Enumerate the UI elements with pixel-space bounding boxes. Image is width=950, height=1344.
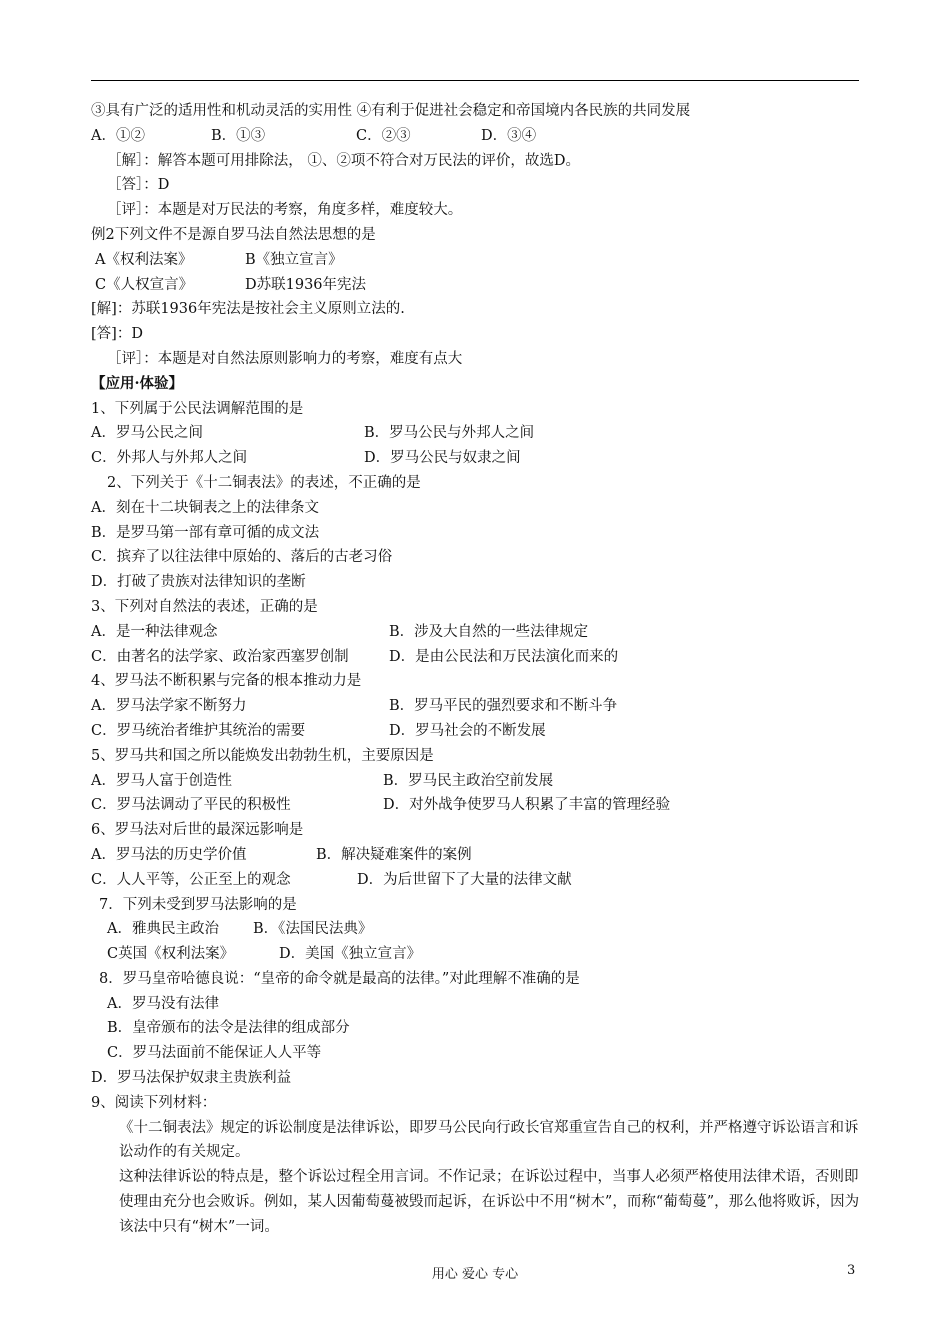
- option-row: [91, 942, 866, 967]
- option-b: B．①③: [211, 127, 266, 144]
- page-content: [91, 99, 866, 1240]
- option-b: B．罗马民主政治空前发展: [383, 772, 554, 789]
- option-c: C．罗马统治者维护其统治的需要: [91, 722, 306, 739]
- option-b: B．是罗马第一部有章可循的成文法: [91, 524, 320, 541]
- footer-motto: 用心 爱心 专心: [431, 1267, 519, 1282]
- comment: ［评］：本题是对万民法的考察，角度多样，难度较大。: [107, 202, 463, 219]
- option-d: D苏联1936年宪法: [245, 276, 367, 293]
- option-line-34: ③具有广泛的适用性和机动灵活的实用性 ④有利于促进社会稳定和帝国境内各民族的共同发展: [91, 103, 691, 119]
- question-4: 4、罗马法不断积累与完备的根本推动力是: [91, 673, 362, 690]
- option-row: [91, 843, 866, 868]
- option-row: [91, 248, 866, 273]
- question-7: 7．下列未受到罗马法影响的是: [99, 896, 297, 913]
- option-a: A．雅典民主政治: [107, 921, 219, 938]
- option-c: C．②③: [356, 127, 411, 144]
- option-a: A．罗马人富于创造性: [91, 772, 232, 789]
- option-row: [91, 620, 866, 645]
- explanation: [解]：苏联1936年宪法是按社会主义原则立法的.: [91, 301, 405, 318]
- material-paragraph-2: 这种法律诉讼的特点是，整个诉讼过程全用言词。不作记录；在诉讼过程中，当事人必须严格使用法律术语，否则即使理由充分也会败诉。例如，某人因葡萄蔓被毁而起诉，在诉讼中不用“树木”，而称“葡萄蔓”，那么他将败诉，因为该法中只有“树木”一词。: [119, 1169, 860, 1235]
- option-row: [91, 124, 866, 149]
- option-a: A《权利法案》: [95, 251, 193, 268]
- option-a: A．罗马法学家不断努力: [91, 698, 247, 715]
- option-a: A．是一种法律观念: [91, 623, 218, 640]
- option-row: [91, 273, 866, 298]
- option-row: [91, 421, 866, 446]
- option-b: B．皇帝颁布的法令是法律的组成部分: [107, 1020, 350, 1037]
- option-c: C．人人平等，公正至上的观念: [91, 871, 291, 888]
- material-paragraph-1: 《十二铜表法》规定的诉讼制度是法律诉讼，即罗马公民向行政长官郑重宣告自己的权利，并严格遵守诉讼语言和诉讼动作的有关规定。: [119, 1119, 859, 1161]
- option-c: C．外邦人与外邦人之间: [91, 450, 248, 467]
- option-row: [91, 793, 866, 818]
- explanation: ［解］：解答本题可用排除法， ①、②项不符合对万民法的评价，故选D。: [107, 152, 580, 169]
- option-c: C．罗马法面前不能保证人人平等: [107, 1045, 322, 1062]
- option-c: C《人权宣言》: [95, 276, 194, 293]
- option-b: B．解决疑难案件的案例: [316, 846, 472, 863]
- option-a: A．罗马法的历史学价值: [91, 846, 247, 863]
- option-row: [91, 694, 866, 719]
- question-8: 8．罗马皇帝哈德良说：“皇帝的命令就是最高的法律。”对此理解不准确的是: [99, 970, 580, 987]
- option-d: D．是由公民法和万民法演化而来的: [389, 648, 619, 665]
- option-row: [91, 769, 866, 794]
- option-c: C．摈弃了以往法律中原始的、落后的古老习俗: [91, 549, 393, 566]
- option-b: B．罗马公民与外邦人之间: [364, 425, 535, 442]
- question-3: 3、下列对自然法的表述，正确的是: [91, 598, 318, 615]
- option-row: [91, 719, 866, 744]
- answer: ［答］：D: [107, 177, 170, 194]
- option-d: D．打破了贵族对法律知识的垄断: [91, 574, 306, 591]
- option-d: D．罗马社会的不断发展: [389, 722, 546, 739]
- section-heading: 【应用·体验】: [91, 374, 184, 392]
- option-c: C英国《权利法案》: [107, 946, 235, 963]
- question-5: 5、罗马共和国之所以能焕发出勃勃生机，主要原因是: [91, 747, 434, 764]
- option-d: D．③④: [481, 127, 537, 144]
- option-a: A．刻在十二块铜表之上的法律条文: [91, 499, 319, 516]
- page-number: 3: [847, 1263, 856, 1278]
- option-row: [91, 868, 866, 893]
- option-b: B．涉及大自然的一些法律规定: [389, 623, 589, 640]
- question-6: 6、罗马法对后世的最深远影响是: [91, 822, 304, 839]
- option-d: D．对外战争使罗马人积累了丰富的管理经验: [383, 797, 671, 814]
- option-row: [91, 446, 866, 471]
- answer: [答]：D: [91, 326, 143, 343]
- option-a: A．①②: [91, 127, 145, 144]
- option-d: D．罗马法保护奴隶主贵族利益: [91, 1070, 292, 1087]
- option-d: D．为后世留下了大量的法律文献: [357, 871, 572, 888]
- option-b: B《独立宣言》: [245, 251, 343, 268]
- comment: ［评］：本题是对自然法原则影响力的考察，难度有点大: [107, 350, 463, 367]
- option-c: C．罗马法调动了平民的积极性: [91, 797, 291, 814]
- option-c: C．由著名的法学家、政治家西塞罗创制: [91, 648, 349, 665]
- option-row: [91, 645, 866, 670]
- question-9: 9、阅读下列材料：: [91, 1094, 217, 1111]
- option-row: [91, 917, 866, 942]
- example-2-question: 例2下列文件不是源自罗马法自然法思想的是: [91, 226, 376, 243]
- header-rule: [91, 80, 859, 81]
- question-2: 2、下列关于《十二铜表法》的表述，不正确的是: [107, 474, 421, 491]
- option-b: B．《法国民法典》: [253, 921, 373, 938]
- option-b: B．罗马平民的强烈要求和不断斗争: [389, 698, 618, 715]
- option-a: A．罗马公民之间: [91, 425, 203, 442]
- option-a: A．罗马没有法律: [107, 995, 219, 1012]
- question-1: 1、下列属于公民法调解范围的是: [91, 400, 304, 417]
- option-d: D．罗马公民与奴隶之间: [364, 450, 521, 467]
- option-d: D．美国《独立宣言》: [279, 946, 422, 963]
